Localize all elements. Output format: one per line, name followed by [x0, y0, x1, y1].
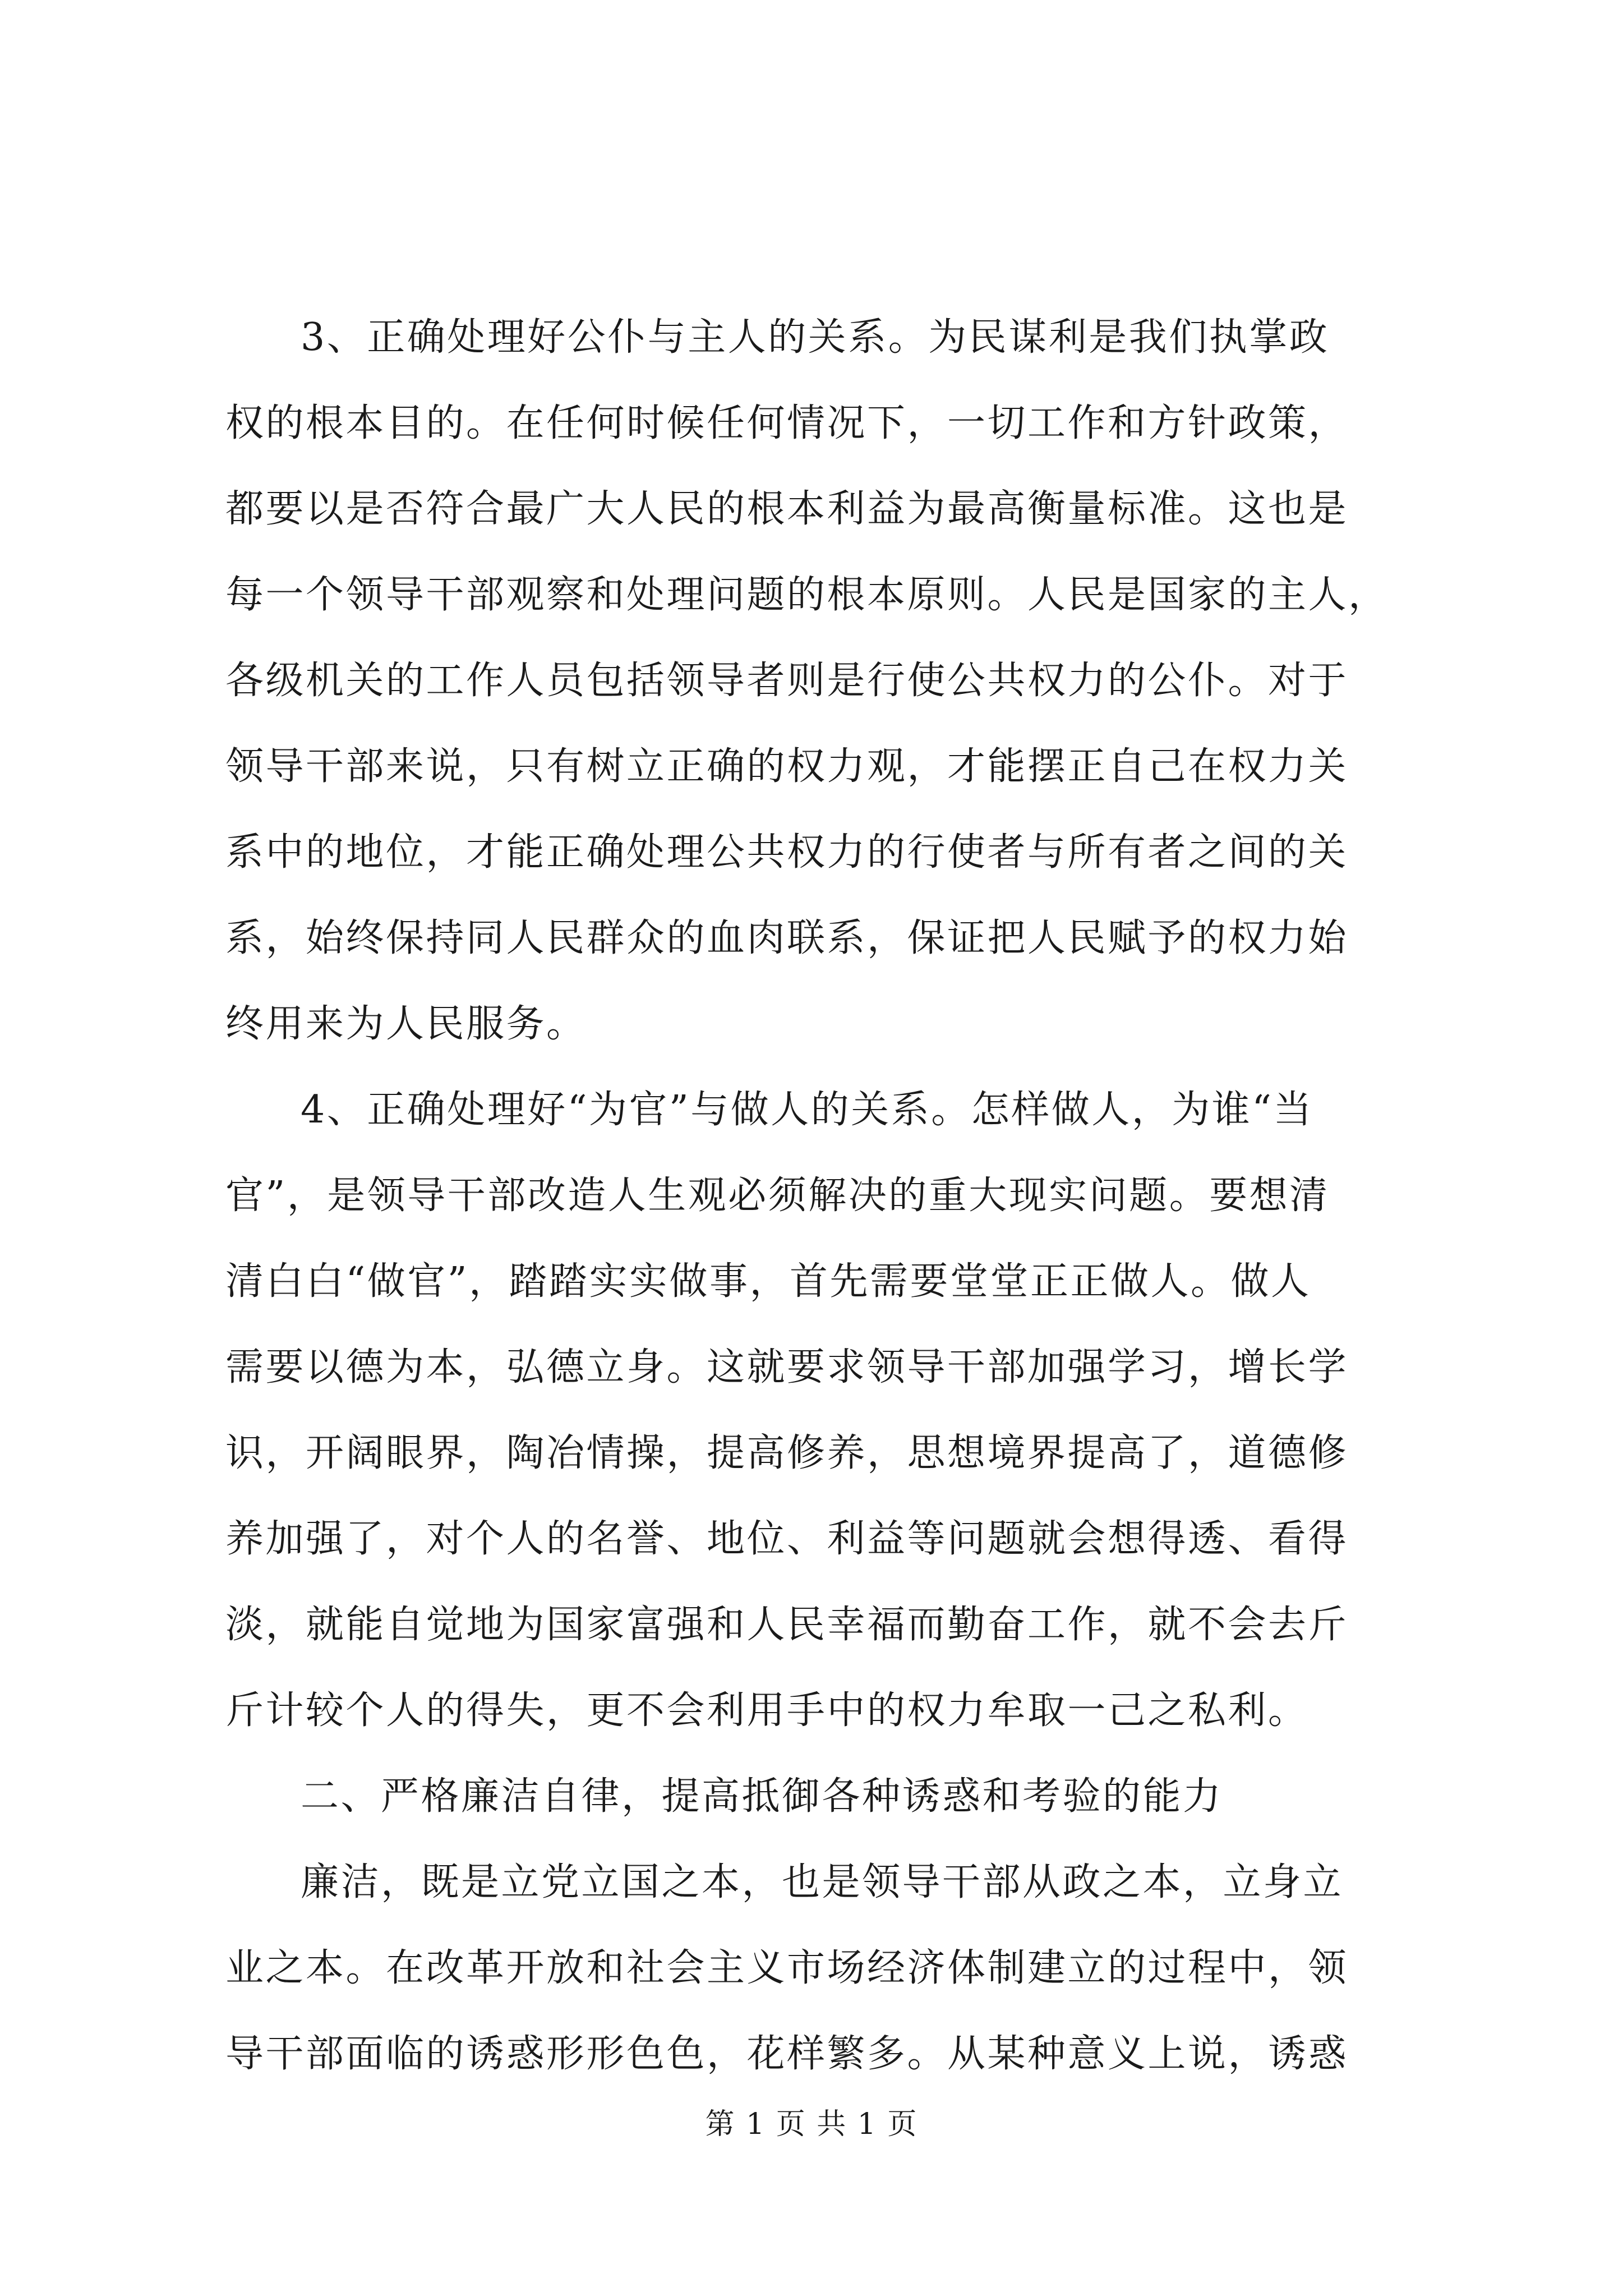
paragraph-line: 领导干部来说，只有树立正确的权力观，才能摆正自己在权力关	[225, 744, 1349, 789]
section-heading: 二、严格廉洁自律，提高抵御各种诱惑和考验的能力	[301, 1774, 1223, 1819]
paragraph-line: 官”，是领导干部改造人生观必须解决的重大现实问题。要想清	[225, 1174, 1330, 1218]
paragraph-line: 导干部面临的诱惑形形色色，花样繁多。从某种意义上说，诱惑	[225, 2032, 1349, 2076]
paragraph-line: 3、正确处理好公仆与主人的关系。为民谋利是我们执掌政	[301, 315, 1330, 360]
paragraph-line: 业之本。在改革开放和社会主义市场经济体制建立的过程中，领	[225, 1946, 1349, 1990]
paragraph-line: 都要以是否符合最广大人民的根本利益为最高衡量标准。这也是	[225, 487, 1349, 531]
paragraph-line: 清白白“做官”，踏踏实实做事，首先需要堂堂正正做人。做人	[225, 1259, 1311, 1304]
document-body	[225, 295, 1426, 2097]
paragraph-line: 斤计较个人的得失，更不会利用手中的权力牟取一己之私利。	[225, 1688, 1308, 1733]
paragraph-line: 养加强了，对个人的名誉、地位、利益等问题就会想得透、看得	[225, 1517, 1349, 1561]
paragraph-line: 系中的地位，才能正确处理公共权力的行使者与所有者之间的关	[225, 830, 1349, 875]
paragraph-line: 淡，就能自觉地为国家富强和人民幸福而勤奋工作，就不会去斤	[225, 1603, 1349, 1647]
paragraph-line: 需要以德为本，弘德立身。这就要求领导干部加强学习，增长学	[225, 1345, 1349, 1389]
paragraph-line: 识，开阔眼界，陶冶情操，提高修养，思想境界提高了，道德修	[225, 1431, 1349, 1475]
paragraph-line: 每一个领导干部观察和处理问题的根本原则。人民是国家的主人，	[225, 573, 1389, 617]
page-footer	[0, 2105, 1623, 2144]
paragraph-line: 系，始终保持同人民群众的血肉联系，保证把人民赋予的权力始	[225, 916, 1349, 960]
paragraph-line: 4、正确处理好“为官”与做人的关系。怎样做人，为谁“当	[301, 1088, 1314, 1132]
paragraph-line: 权的根本目的。在任何时候任何情况下，一切工作和方针政策，	[225, 401, 1349, 445]
paragraph-line: 廉洁，既是立党立国之本，也是领导干部从政之本，立身立	[301, 1860, 1344, 1904]
page-number: 第 1 页 共 1 页	[705, 2108, 918, 2141]
paragraph-line: 终用来为人民服务。	[225, 1002, 587, 1046]
paragraph-line: 各级机关的工作人员包括领导者则是行使公共权力的公仆。对于	[225, 659, 1349, 703]
